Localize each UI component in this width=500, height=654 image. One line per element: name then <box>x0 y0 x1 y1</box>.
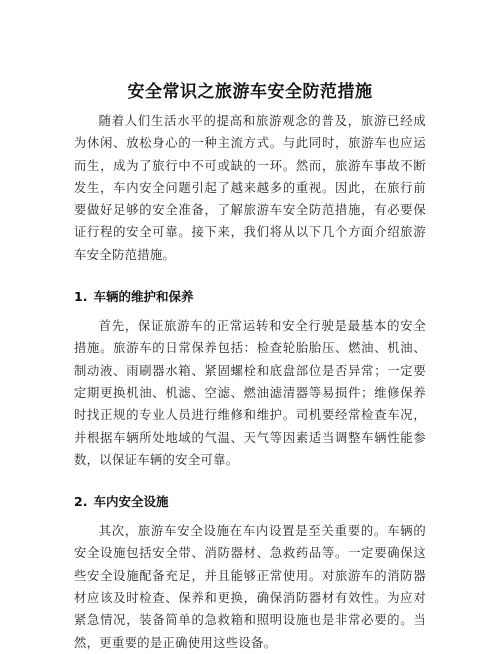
document-title: 安全常识之旅游车安全防范措施 <box>127 82 373 102</box>
section-title: 车内安全设施 <box>93 494 169 510</box>
section-body-safety-facilities: 其次，旅游车安全设施在车内设置是至关重要的。车辆的安全设施包括安全带、消防器材、急救药品等。一定要确保这些安全设施配备充足，并且能够正常使用。对旅游车的消防器材应该及时检查、保养和更换，确保消防器材有效性。为应对紧急情况，装备简单的急救箱和照明设施也是非常必要的。当然，更重要的是正确使用这些设备。 <box>74 524 426 650</box>
section-title: 车辆的维护和保养 <box>93 289 194 305</box>
section-body-maintenance: 首先，保证旅游车的正常运转和安全行驶是最基本的安全措施。旅游车的日常保养包括：检查轮胎胎压、燃油、机油、制动液、雨刷器水箱、紧固螺栓和底盘部位是否异常；一定要定期更换机油、机滤、空滤、燃油滤清器等易损件；维修保养时找正规的专业人员进行维修和维护。司机要经常检查车况，并根据车辆所处地域的气温、天气等因素适当调整车辆性能参数，以保证车辆的安全可靠。 <box>74 319 426 467</box>
section-heading-maintenance <box>74 286 426 308</box>
section-heading-safety-facilities <box>74 491 426 513</box>
section-number: 2. <box>74 494 88 510</box>
document-page <box>74 80 426 654</box>
intro-paragraph: 随着人们生活水平的提高和旅游观念的普及，旅游已经成为休闲、放松身心的一种主流方式。与此同时，旅游车也应运而生，成为了旅行中不可或缺的一环。然而，旅游车事故不断发生，车内安全问题引起了越来越多的重视。因此，在旅行前要做好足够的安全准备，了解旅游车安全防范措施，有必要保证行程的安全可靠。接下来，我们将从以下几个方面介绍旅游车安全防范措施。 <box>74 114 426 262</box>
section-number: 1. <box>74 289 88 305</box>
